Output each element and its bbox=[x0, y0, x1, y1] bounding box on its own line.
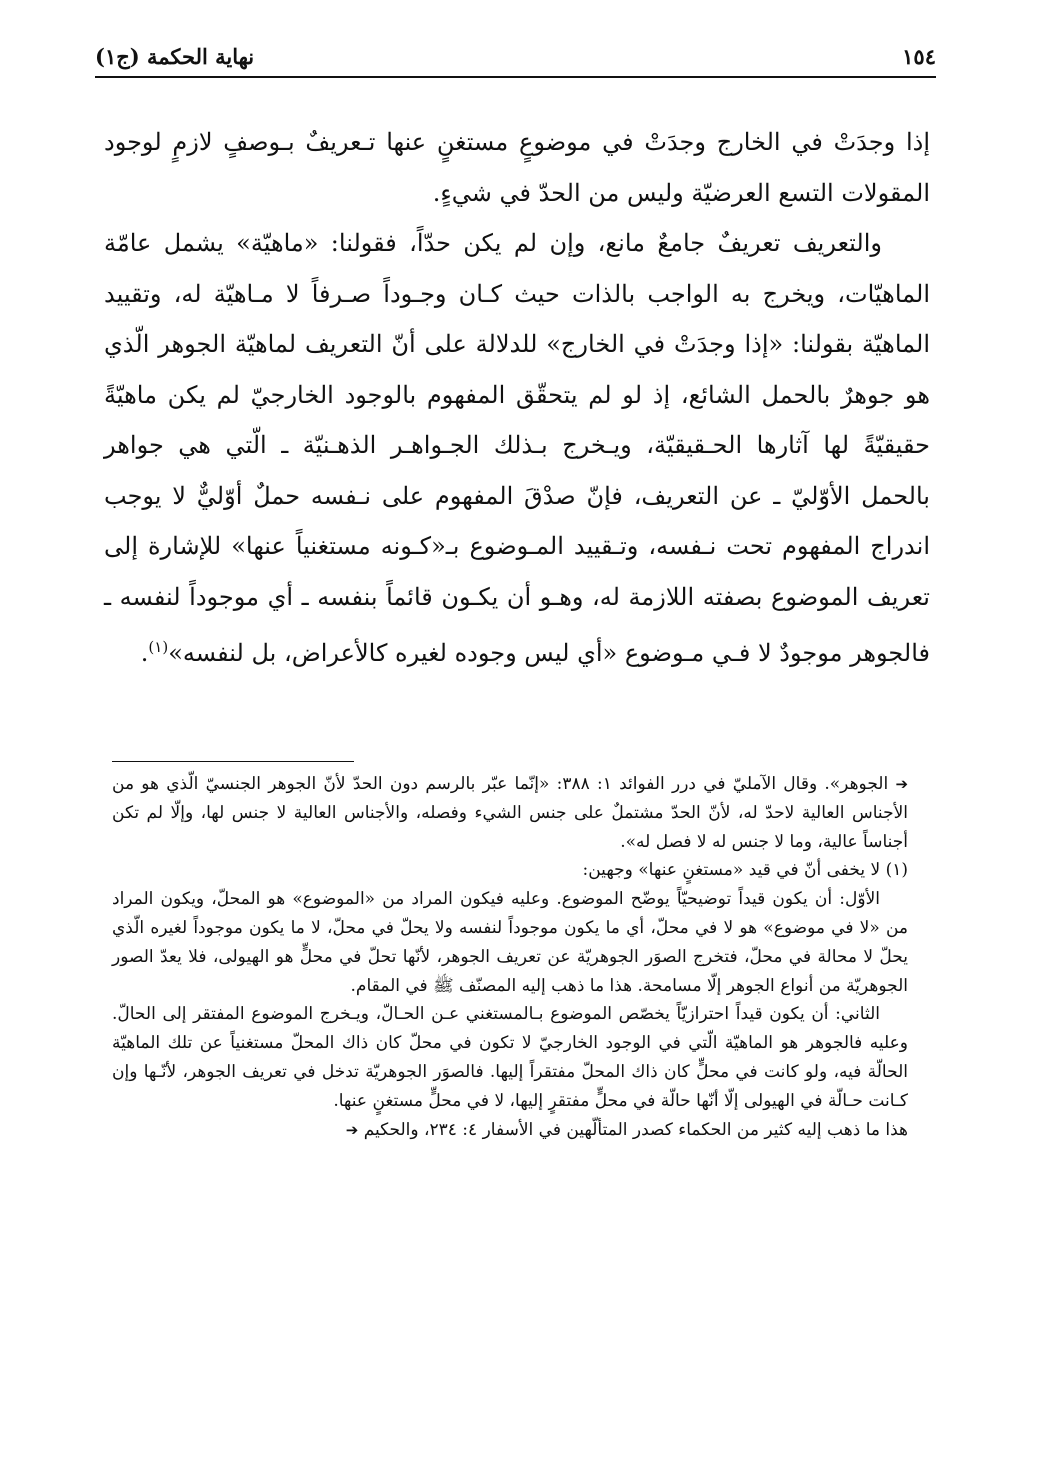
arrow-left-icon: ➔ bbox=[895, 775, 909, 793]
paragraph-2 bbox=[104, 218, 930, 679]
footnote-1-cont-text: هذا ما ذهب إليه كثير من الحكماء كصدر المتألّهين في الأسفار ٤: ٢٣٤، والحكيم bbox=[363, 1119, 908, 1140]
page-number: ١٥٤ bbox=[902, 43, 936, 69]
footnote-1-head: (١) لا يخفى أنّ في قيد «مستغنٍ عنها» وجهين: bbox=[582, 860, 908, 881]
footnote-ref-1[interactable]: (١) bbox=[148, 638, 169, 656]
book-title: نهاية الحكمة (ج١) bbox=[95, 43, 255, 69]
footnote-1-continuation bbox=[112, 1116, 908, 1145]
footnote-rule bbox=[112, 761, 354, 762]
footnote-1-first: الأوّل: أن يكون قيداً توضيحيّاً يوضّح الموضوع. وعليه فيكون المراد من «الموضوع» هو المحلّ، ويكون المراد من «لا في موضوع» هو لا في محلّ، أي ما يكون موجوداً لنفسه ولا يحلّ في محلّ، لا ما يكون موجوداً لغيره الّذي يحلّ لا محالة في محلّ، فتخرج الصوَر الجوهريّة عن تعريف الجوهر، لأنّها تحلّ في محلٍّ هو الهيولى، فلا يعدّ الصور الجوهريّة من أنواع الجوهر إلّا مسامحة. هذا ما ذهب إليه المصنّف ﷺ في المقام. bbox=[112, 889, 908, 996]
header-rule bbox=[95, 76, 936, 78]
page-header bbox=[95, 40, 936, 72]
footnote-1-second: الثاني: أن يكون قيداً احترازيّاً يخصّص الموضوع بـالمستغني عـن الحـالّ، ويـخرج الموضوع المفتقر إلى الحالّ. وعليه فالجوهر هو الماهيّة الّتي في الوجود الخارجيّ لا تكون في محلّ كان ذاك المحلّ مستغنياً عن تلك الماهيّة الحالّة فيه، ولو كانت في محلٍّ كان ذاك المحلّ مفتقراً إليها. فالصوَر الجوهريّة تدخل في تعريف الجوهر، لأنّـها وإن كـانت حـالّة في الهيولى إلّا أنّها حالّة في محلٍّ مفتقرٍ إليها، لا في محلٍّ مستغنٍ عنها. bbox=[112, 1004, 908, 1111]
footnote-continuation-prev bbox=[112, 770, 908, 856]
arrow-left-icon: ➔ bbox=[345, 1120, 359, 1139]
paragraph-1: إذا وجدَتْ في الخارج وجدَتْ في موضوعٍ مستغنٍ عنها تـعريفٌ بـوصفٍ لازمٍ لوجود المقولات التسع العرضيّة وليس من الحدّ في شيءٍ. bbox=[104, 128, 930, 207]
footnotes bbox=[112, 770, 908, 1144]
footnote-prev-text: الجوهر». وقال الآمليّ في درر الفوائد ١: ٣٨٨: «إنّما عبّر بالرسم دون الحدّ لأنّ الجوهر الجنسيّ الّذي هو من الأجناس العالية لاحدّ له، لأنّ الحدّ مشتملٌ على جنس الشيء وفصله، والأجناس العالية لا جنس لها، وإلّا لم تكن أجناساً عالية، وما لا جنس له لا فصل له». bbox=[112, 774, 908, 852]
main-text bbox=[104, 117, 930, 679]
paragraph-2-text: والتعريف تعريفٌ جامعٌ مانع، وإن لم يكن حدّاً، فقولنا: «ماهيّة» يشمل عامّة الماهيّات، ويخرج به الواجب بالذات حيث كـان وجـوداً صـرفاً لا مـاهيّة له، وتقييد الماهيّة بقولنا: «إذا وجدَتْ في الخارج» للدلالة على أنّ التعريف لماهيّة الجوهر الّذي هو جوهرٌ بالحمل الشائع، إذ لو لم يتحقّق المفهوم بالوجود الخارجيّ لم يكن ماهيّةً حقيقيّةً لها آثارها الحـقيقيّة، ويـخرج بـذلك الجـواهـر الذهـنيّة ـ الّتي هي جواهر بالحمل الأوّليّ ـ عن التعريف، فإنّ صدْقَ المفهوم على نـفسه حملٌ أوّليٌّ لا يوجب اندراج المفهوم تحت نـفسه، وتـقييد المـوضوع بـ«كـونه مستغنياً عنها» للإشارة إلى تعريف الموضوع بصفته اللازمة له، وهـو أن يكـون قائماً بنفسه ـ أي موجوداً لنفسه ـ فالجوهر موجودٌ لا فـي مـوضوع «أي ليس وجوده لغيره كالأعراض، بل لنفسه» bbox=[104, 229, 930, 667]
paragraph-2-end: . bbox=[140, 639, 149, 667]
